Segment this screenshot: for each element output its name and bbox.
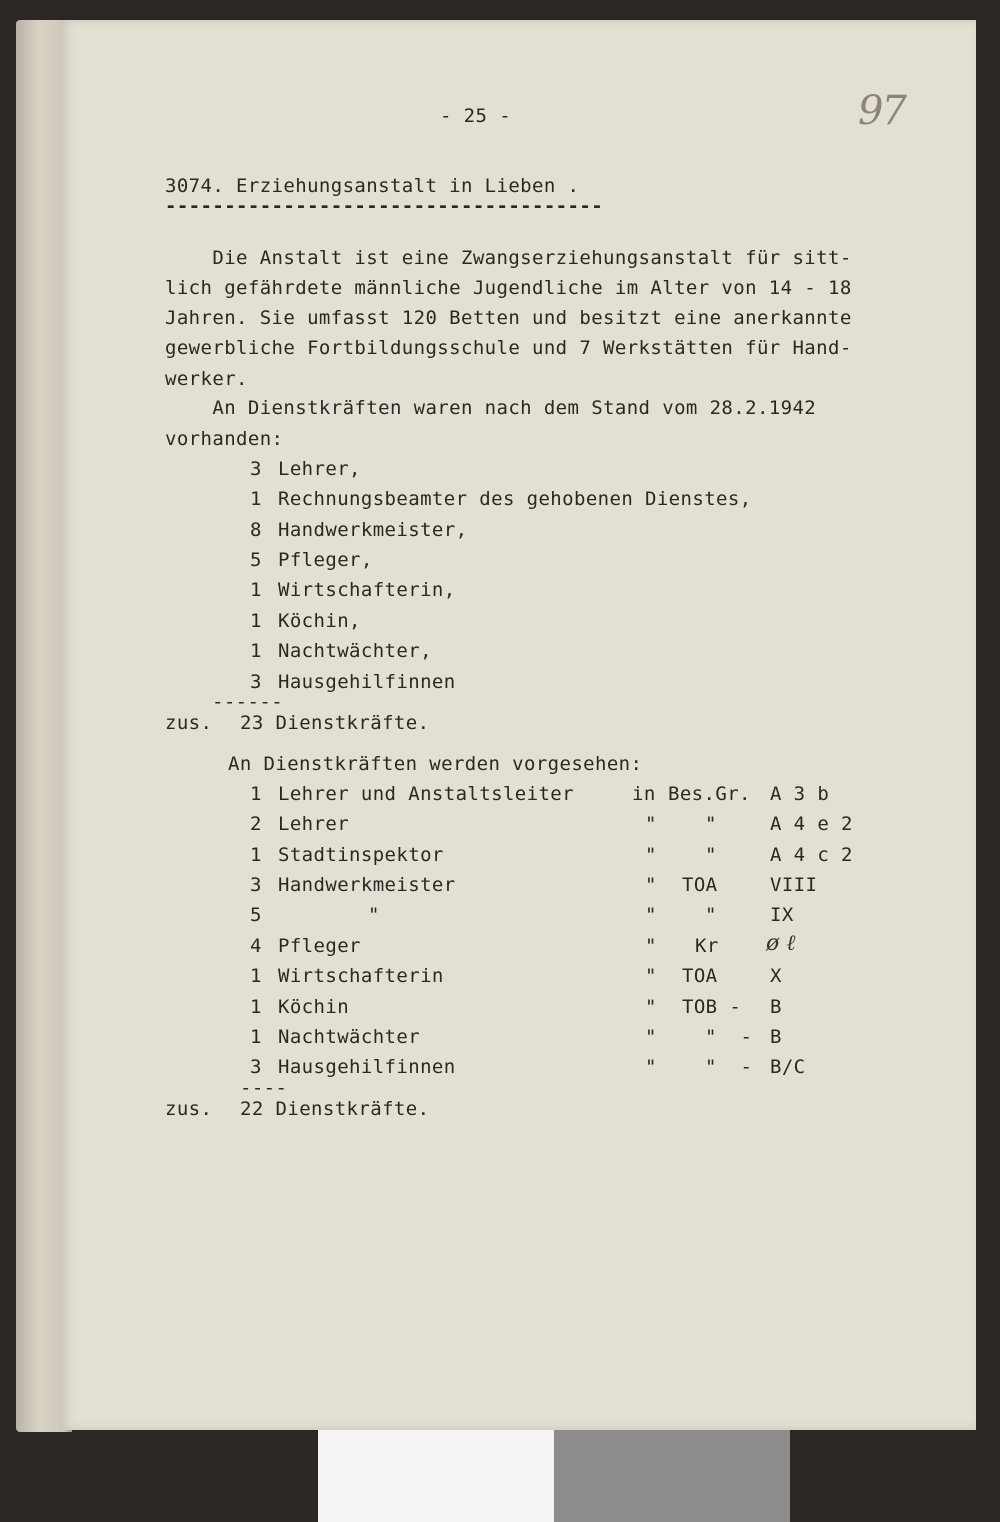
planned-role: Pfleger xyxy=(278,935,361,957)
total-rule: ------ xyxy=(212,691,284,713)
staff-role: Wirtschafterin, xyxy=(278,579,456,601)
paragraph-line: werker. xyxy=(165,368,248,390)
planned-col1: " xyxy=(645,996,657,1018)
planned-col1: " xyxy=(645,813,657,835)
planned-col2: " - xyxy=(705,1026,753,1048)
planned-col1: " xyxy=(645,1056,657,1078)
planned-col1: " xyxy=(645,844,657,866)
planned-role: Wirtschafterin xyxy=(278,965,444,987)
planned-count: 1 xyxy=(250,844,262,866)
planned-grade: B xyxy=(770,996,782,1018)
staff-count: 1 xyxy=(250,610,262,632)
paragraph-line: vorhanden: xyxy=(165,428,284,450)
total-prefix: zus. xyxy=(165,712,213,734)
staff-count: 1 xyxy=(250,488,262,510)
planned-grade: X xyxy=(770,965,782,987)
staff-role: Pfleger, xyxy=(278,549,373,571)
planned-col1: " xyxy=(645,1026,657,1048)
staff-count: 1 xyxy=(250,579,262,601)
paragraph-line: lich gefährdete männliche Jugendliche im Alter von 14 - 18 xyxy=(165,277,852,299)
planned-role: Handwerkmeister xyxy=(278,874,456,896)
planned-grade: A 4 c 2 xyxy=(770,844,853,866)
planned-count: 2 xyxy=(250,813,262,835)
planned-role: Nachtwächter xyxy=(278,1026,421,1048)
planned-role: Lehrer xyxy=(278,813,350,835)
paragraph-line: Jahren. Sie umfasst 120 Betten und besitzt eine anerkannte xyxy=(165,307,852,329)
planned-col2: " xyxy=(705,813,717,835)
archive-folio-number: 97 xyxy=(858,88,905,134)
paragraph-line: Die Anstalt ist eine Zwangserziehungsanstalt für sitt- xyxy=(165,247,852,269)
planned-grade: ø ℓ xyxy=(766,931,796,956)
calibration-grey-patch xyxy=(554,1430,790,1522)
planned-col1: " xyxy=(645,935,657,957)
planned-col1: in xyxy=(632,783,656,805)
planned-grade: A 3 b xyxy=(770,783,830,805)
planned-count: 1 xyxy=(250,965,262,987)
staff-role: Nachtwächter, xyxy=(278,640,432,662)
planned-col2: TOA xyxy=(682,965,718,987)
staff-role: Lehrer, xyxy=(278,458,361,480)
staff-count: 3 xyxy=(250,671,262,693)
planned-col2: Bes.Gr. xyxy=(668,783,751,805)
staff-count: 3 xyxy=(250,458,262,480)
planned-grade: B/C xyxy=(770,1056,806,1078)
calibration-white-patch xyxy=(318,1430,554,1522)
staff-count: 5 xyxy=(250,549,262,571)
planned-count: 1 xyxy=(250,1026,262,1048)
planned-count: 1 xyxy=(250,996,262,1018)
paragraph-line: gewerbliche Fortbildungsschule und 7 Werkstätten für Hand- xyxy=(165,337,852,359)
staff-role: Köchin, xyxy=(278,610,361,632)
planned-grade: A 4 e 2 xyxy=(770,813,853,835)
planned-col2: TOB - xyxy=(682,996,742,1018)
paragraph-line: An Dienstkräften waren nach dem Stand vom 28.2.1942 xyxy=(165,397,817,419)
planned-count: 3 xyxy=(250,1056,262,1078)
staff-count: 8 xyxy=(250,519,262,541)
planned-role: " xyxy=(368,904,380,926)
planned-role: Köchin xyxy=(278,996,350,1018)
planned-count: 4 xyxy=(250,935,262,957)
planned-col1: " xyxy=(645,965,657,987)
planned-count: 5 xyxy=(250,904,262,926)
planned-role: Hausgehilfinnen xyxy=(278,1056,456,1078)
total-planned: 22 Dienstkräfte. xyxy=(240,1098,430,1120)
planned-col2: TOA xyxy=(682,874,718,896)
planned-intro: An Dienstkräften werden vorgesehen: xyxy=(228,753,643,775)
planned-grade: IX xyxy=(770,904,794,926)
planned-col2: " xyxy=(705,844,717,866)
planned-col2: " - xyxy=(705,1056,753,1078)
planned-col1: " xyxy=(645,904,657,926)
staff-role: Rechnungsbeamter des gehobenen Dienstes, xyxy=(278,488,752,510)
planned-col2: Kr xyxy=(695,935,719,957)
heading-underline: ------------------------------------- xyxy=(165,195,604,217)
total-prefix: zus. xyxy=(165,1098,213,1120)
planned-count: 3 xyxy=(250,874,262,896)
planned-role: Lehrer und Anstaltsleiter xyxy=(278,783,574,805)
total-rule: ---- xyxy=(240,1077,288,1099)
staff-role: Handwerkmeister, xyxy=(278,519,468,541)
staff-role: Hausgehilfinnen xyxy=(278,671,456,693)
planned-grade: B xyxy=(770,1026,782,1048)
section-heading: 3074. Erziehungsanstalt in Lieben . xyxy=(165,175,580,197)
staff-count: 1 xyxy=(250,640,262,662)
planned-col2: " xyxy=(705,904,717,926)
page-number: - 25 - xyxy=(440,105,512,127)
total-existing: 23 Dienstkräfte. xyxy=(240,712,430,734)
planned-role: Stadtinspektor xyxy=(278,844,444,866)
planned-count: 1 xyxy=(250,783,262,805)
planned-grade: VIII xyxy=(770,874,818,896)
planned-col1: " xyxy=(645,874,657,896)
